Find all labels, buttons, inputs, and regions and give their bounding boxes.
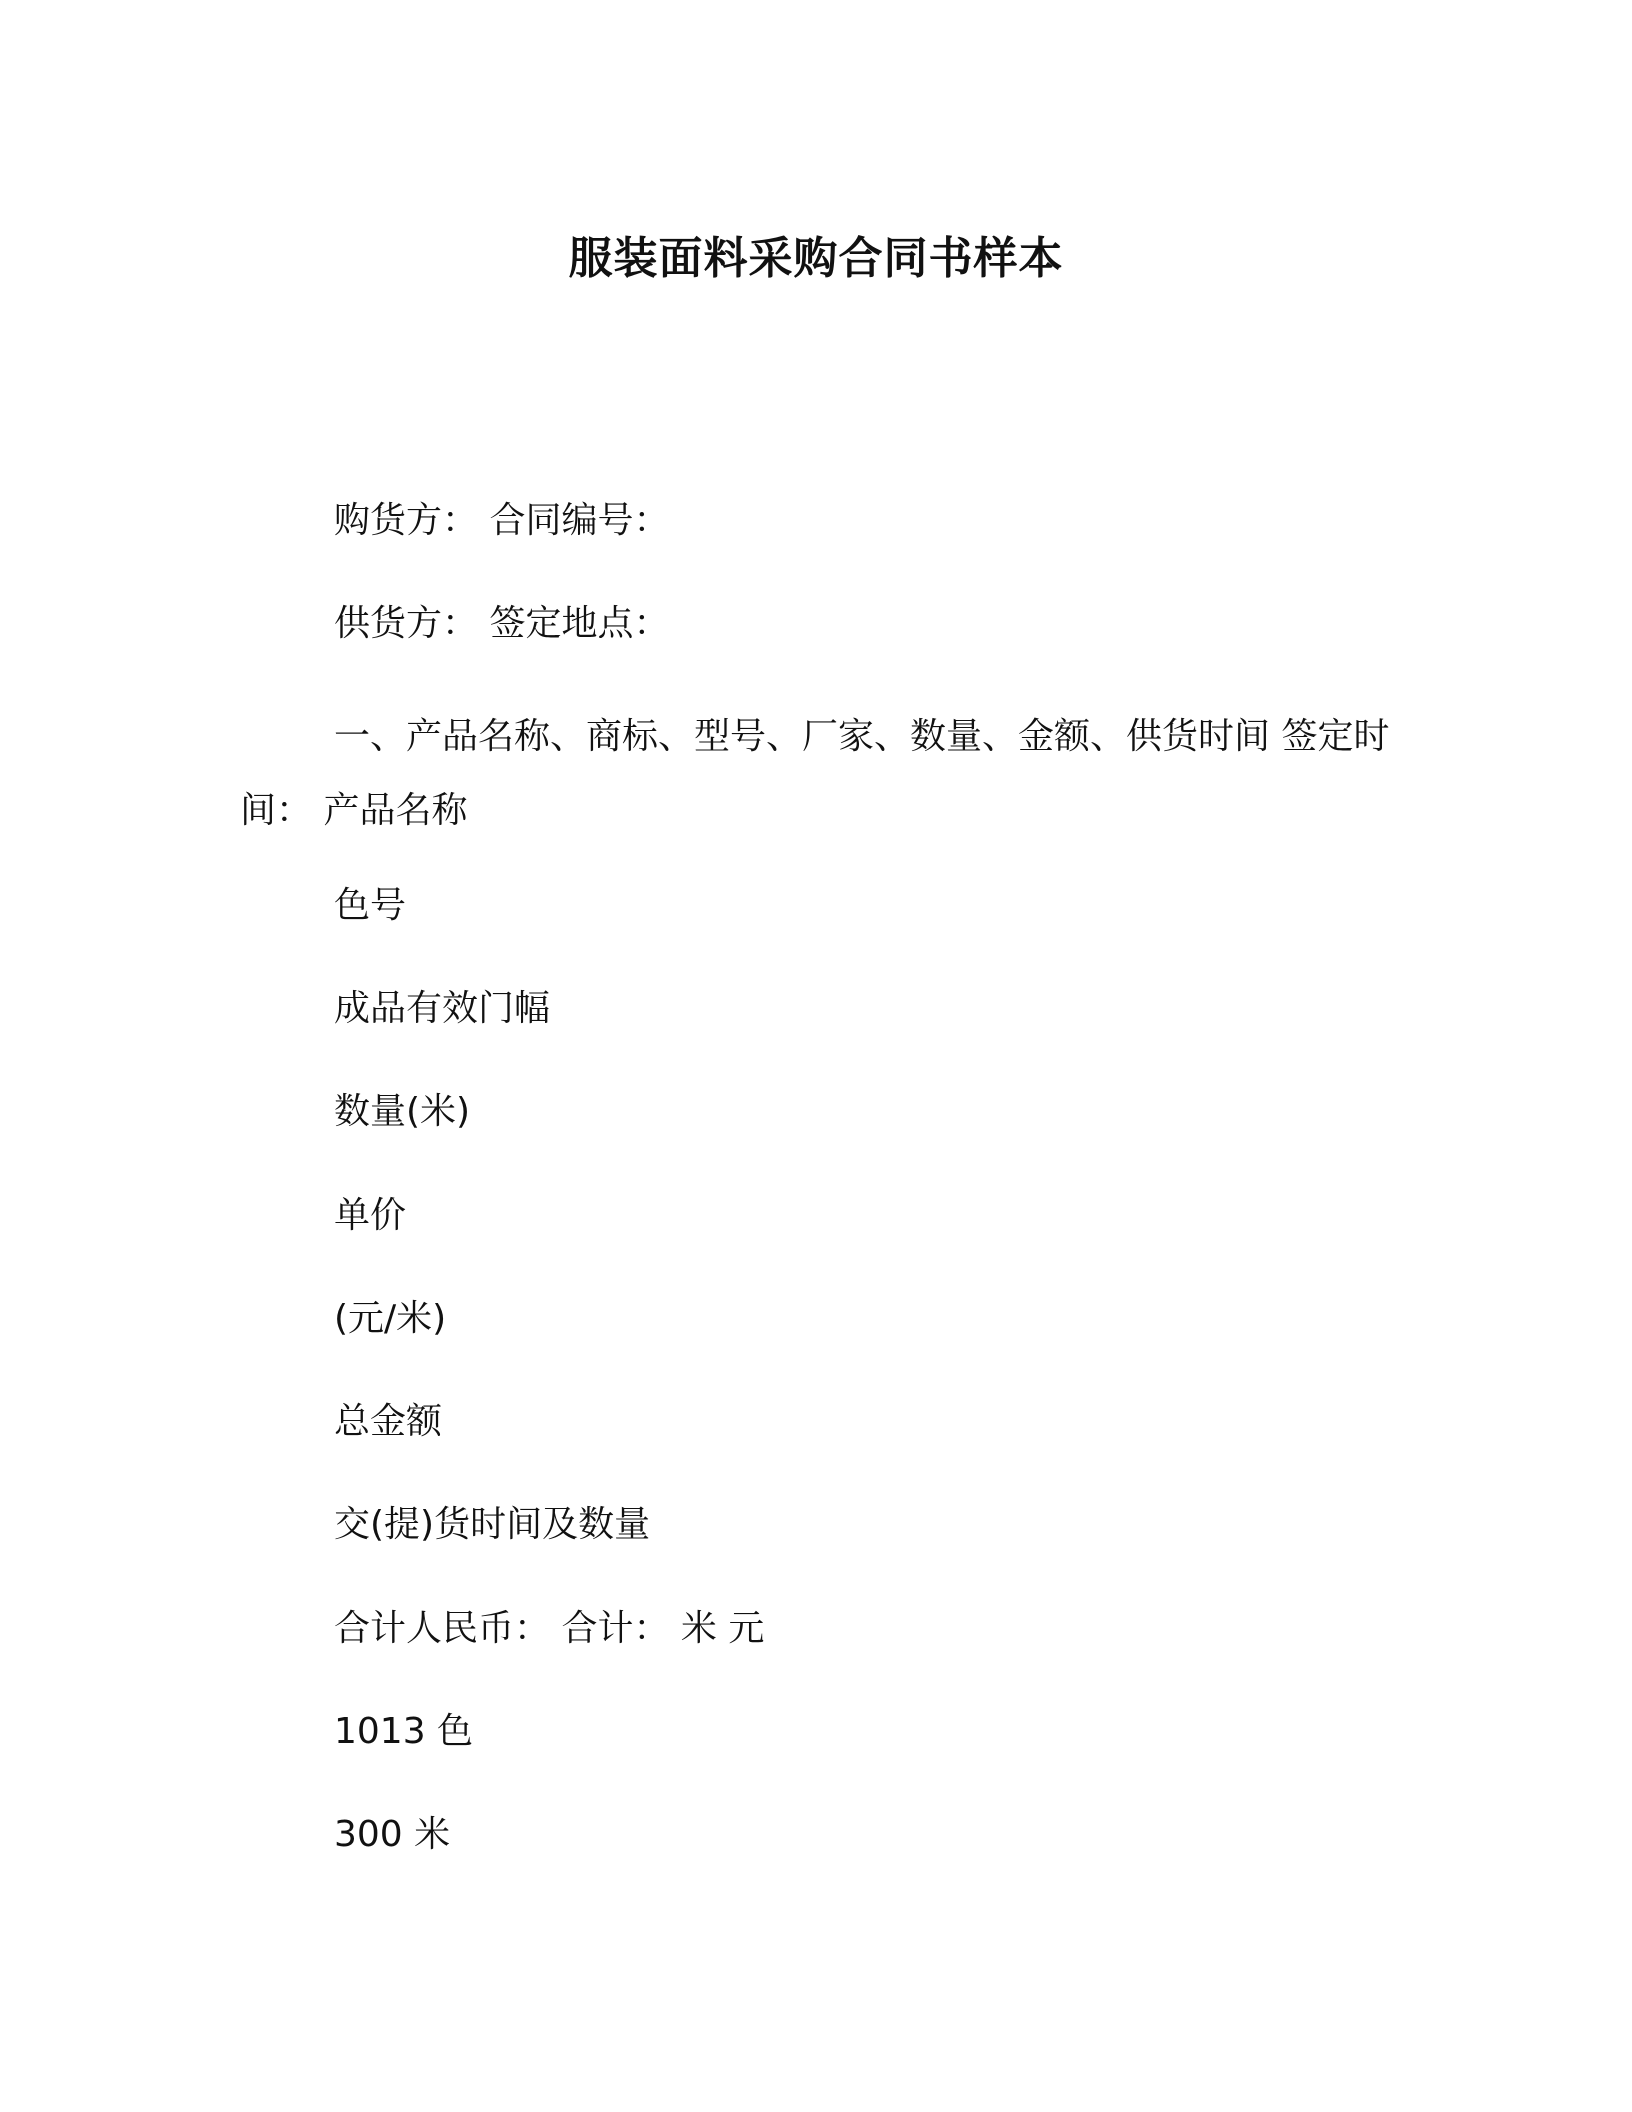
delivery-time-quantity-label: 交(提)货时间及数量 bbox=[334, 1504, 651, 1545]
color-number-label: 色号 bbox=[334, 885, 407, 926]
supplier-signing-place-line: 供货方： 签定地点： bbox=[334, 603, 670, 644]
buyer-contract-number-line: 购货方： 合同编号： bbox=[334, 500, 670, 541]
total-rmb-line: 合计人民币： 合计： 米 元 bbox=[334, 1608, 765, 1649]
quantity-label: 数量(米) bbox=[334, 1091, 471, 1132]
section-one-heading: 一、产品名称、商标、型号、厂家、数量、金额、供货时间 签定时间： 产品名称 bbox=[240, 716, 1390, 831]
unit-price-label: 单价 bbox=[334, 1195, 407, 1236]
color-1013-line: 1013 色 bbox=[334, 1711, 474, 1752]
document-title: 服装面料采购合同书样本 bbox=[568, 233, 1064, 284]
unit-price-unit-label: (元/米) bbox=[334, 1298, 447, 1339]
effective-width-label: 成品有效门幅 bbox=[334, 988, 551, 1029]
total-amount-label: 总金额 bbox=[334, 1401, 443, 1442]
quantity-300m-line: 300 米 bbox=[334, 1814, 451, 1855]
